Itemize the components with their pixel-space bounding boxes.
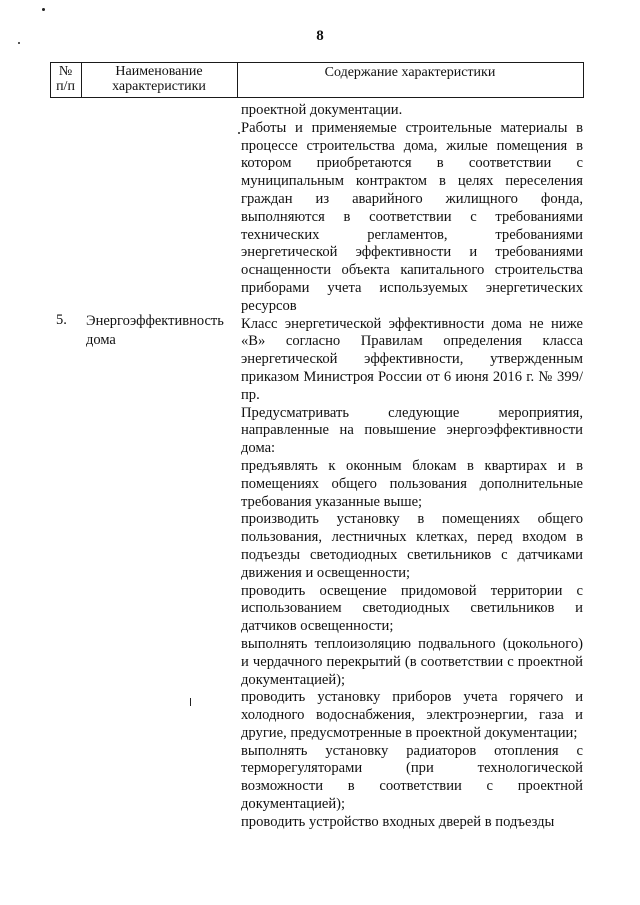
header-bottom-border bbox=[50, 97, 584, 98]
header-num-line2: п/п bbox=[56, 79, 75, 94]
row-name-line1: Энергоэффективность bbox=[86, 313, 224, 329]
header-content: Содержание характеристики bbox=[324, 65, 496, 80]
content-paragraph: проводить освещение придомовой территории с использованием светодиодных светильников и датчиков освещенности; bbox=[241, 582, 583, 635]
header-name bbox=[81, 64, 237, 94]
row-name bbox=[86, 312, 224, 350]
scan-speck bbox=[42, 8, 45, 11]
characteristics-table bbox=[50, 62, 584, 905]
page-number: 8 bbox=[316, 28, 324, 44]
table-right-border bbox=[583, 62, 584, 98]
header-num-line1: № bbox=[58, 64, 73, 79]
row-number: 5. bbox=[56, 312, 67, 328]
header-name-line2: характеристики bbox=[112, 79, 206, 94]
content-paragraph: производить установку в помещениях общего пользования, лестничных клетках, перед входом в подъезды светодиодных светильников с датчиками движения и освещенности; bbox=[241, 511, 583, 581]
content-paragraph: выполнять установку радиаторов отопления с терморегуляторами (при технологической возможности в соответствии с проектной документацией); bbox=[241, 742, 583, 813]
content-paragraph: Работы и применяемые строительные материалы в процессе строительства дома, жилые помещения в котором приобретаются в соответствии с муниципальным контрактом в целях переселения граждан из аварийного жилищного фонда, выполняются в соответствии с требованиями технических регламентов, требованиями энергетической эффективности и требованиями оснащенности объекта капитального строительства приборами учета используемых энергетических ресурсов bbox=[241, 119, 583, 314]
content-paragraph: предъявлять к оконным блокам в квартирах и в помещениях общего пользования дополнительные требования указанные выше; bbox=[241, 457, 583, 510]
row-name-line2: дома bbox=[86, 332, 116, 348]
header-name-line1: Наименование bbox=[115, 64, 203, 79]
content-paragraph: проектной документации. bbox=[241, 102, 403, 118]
content-paragraph: проводить установку приборов учета горячего и холодного водоснабжения, электроэнергии, газа и другие, предусмотренные в проектной документации; bbox=[241, 689, 583, 741]
content-column bbox=[241, 102, 583, 832]
table-top-border bbox=[50, 62, 584, 63]
scan-speck bbox=[18, 42, 20, 44]
header-num bbox=[50, 64, 81, 94]
content-paragraph: проводить устройство входных дверей в подъезды bbox=[241, 813, 555, 830]
content-paragraph: Предусматривать следующие мероприятия, направленные на повышение энергоэффективности дома: bbox=[241, 404, 583, 457]
content-paragraph: выполнять теплоизоляцию подвального (цокольного) и чердачного перекрытий (в соответствии с проектной документацией); bbox=[241, 635, 583, 688]
content-paragraph: Класс энергетической эффективности дома не ниже «В» согласно Правилам определения класса энергетической эффективности, утвержденным приказом Министроя России от 6 июня 2016 г. № 399/пр. bbox=[241, 315, 583, 403]
